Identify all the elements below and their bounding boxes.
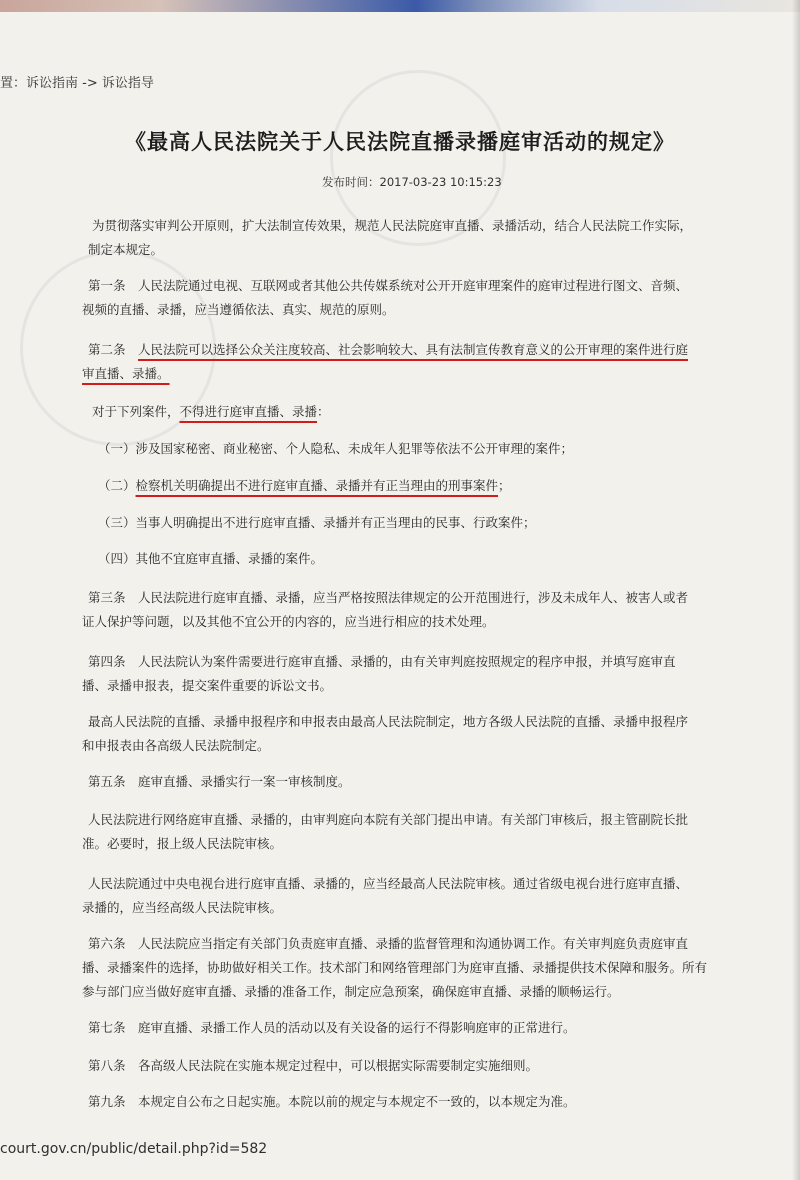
article-8: 第八条 各高级人民法院在实施本规定过程中，可以根据实际需要制定实施细则。 xyxy=(88,1058,539,1073)
text-line: 准。必要时，报上级人民法院审核。 xyxy=(82,836,283,851)
text-line: 第四条 人民法院认为案件需要进行庭审直播、录播的，由有关审判庭按照规定的程序申报，并填写庭审直 xyxy=(88,654,676,669)
text-line: 制定本规定。 xyxy=(88,242,164,257)
underlined-text: 人民法院可以选择公众关注度较高、社会影响较大、具有法制宣传教育意义的公开审理的案件进行庭 xyxy=(138,342,689,357)
article-1 xyxy=(82,274,689,322)
page-title: 《最高人民法院关于人民法院直播录播庭审活动的规定》 xyxy=(125,130,675,154)
top-photo-strip xyxy=(0,0,800,12)
text-line xyxy=(82,362,688,386)
text-line: 录播的，应当经高级人民法院审核。 xyxy=(82,900,283,915)
text-line xyxy=(88,338,688,362)
article-6 xyxy=(82,932,708,1004)
text-line: 播、录播案件的选择，协助做好相关工作。技术部门和网络管理部门为庭审直播、录播提供技术保障和服务。所有 xyxy=(82,960,708,975)
text-line: 最高人民法院的直播、录播申报程序和申报表由最高人民法院制定，地方各级人民法院的直播、录播申报程序 xyxy=(88,714,689,729)
text-span: （二） xyxy=(98,478,136,493)
text-line: 参与部门应当做好庭审直播、录播的准备工作，制定应急预案，确保庭审直播、录播的顺畅运行。 xyxy=(82,984,620,999)
list-item-4: （四）其他不宜庭审直播、录播的案件。 xyxy=(98,551,324,566)
article-2-list-intro xyxy=(92,400,330,424)
article-4-paragraph-2 xyxy=(82,710,689,758)
breadcrumb[interactable]: 置：诉讼指南 -> 诉讼指导 xyxy=(0,76,154,91)
underlined-text: 检察机关明确提出不进行庭审直播、录播并有正当理由的刑事案件 xyxy=(135,478,499,493)
list-item-1: （一）涉及国家秘密、商业秘密、个人隐私、未成年人犯罪等依法不公开审理的案件； xyxy=(98,441,574,456)
text-line: 为贯彻落实审判公开原则，扩大法制宣传效果，规范人民法院庭审直播、录播活动，结合人民法院工作实际， xyxy=(92,218,693,233)
underlined-text: 不得进行庭审直播、录播 xyxy=(179,404,318,419)
article-label: 第二条 xyxy=(88,342,126,357)
text-line: 第六条 人民法院应当指定有关部门负责庭审直播、录播的监督管理和沟通协调工作。有关审判庭负责庭审直 xyxy=(88,936,689,951)
text-span: ； xyxy=(498,478,511,493)
list-item-2 xyxy=(98,474,511,498)
text-line: 播、录播申报表，提交案件重要的诉讼文书。 xyxy=(82,678,333,693)
article-4 xyxy=(82,650,676,698)
underlined-text: 审直播、录播。 xyxy=(82,366,170,381)
article-7: 第七条 庭审直播、录播工作人员的活动以及有关设备的运行不得影响庭审的正常进行。 xyxy=(88,1020,576,1035)
text-line: 第一条 人民法院通过电视、互联网或者其他公共传媒系统对公开开庭审理案件的庭审过程进行图文、音频、 xyxy=(88,278,689,293)
text-line: 和申报表由各高级人民法院制定。 xyxy=(82,738,270,753)
text-line: 人民法院进行网络庭审直播、录播的，由审判庭向本院有关部门提出申请。有关部门审核后，报主管副院长批 xyxy=(88,812,689,827)
article-9: 第九条 本规定自公布之日起实施。本院以前的规定与本规定不一致的，以本规定为准。 xyxy=(88,1094,576,1109)
publish-time: 发布时间：2017-03-23 10:15:23 xyxy=(322,175,502,189)
text-line: 人民法院通过中央电视台进行庭审直播、录播的，应当经最高人民法院审核。通过省级电视台进行庭审直播、 xyxy=(88,876,689,891)
text-line: 第三条 人民法院进行庭审直播、录播，应当严格按照法律规定的公开范围进行，涉及未成年人、被害人或者 xyxy=(88,590,689,605)
article-5-paragraph-3 xyxy=(82,872,689,920)
article-5: 第五条 庭审直播、录播实行一案一审核制度。 xyxy=(88,774,351,789)
article-2 xyxy=(82,338,689,386)
article-5-paragraph-2 xyxy=(82,808,689,856)
intro-paragraph xyxy=(88,214,693,262)
list-item-3: （三）当事人明确提出不进行庭审直播、录播并有正当理由的民事、行政案件； xyxy=(98,515,536,530)
page-edge-shadow xyxy=(792,0,800,1180)
text-line: 视频的直播、录播，应当遵循依法、真实、规范的原则。 xyxy=(82,302,395,317)
text-line: 证人保护等问题，以及其他不宜公开的内容的，应当进行相应的技术处理。 xyxy=(82,614,495,629)
text-span: ： xyxy=(317,404,330,419)
article-3 xyxy=(82,586,689,634)
text-span: 对于下列案件， xyxy=(92,404,180,419)
footer-url[interactable]: court.gov.cn/public/detail.php?id=582 xyxy=(0,1141,268,1157)
